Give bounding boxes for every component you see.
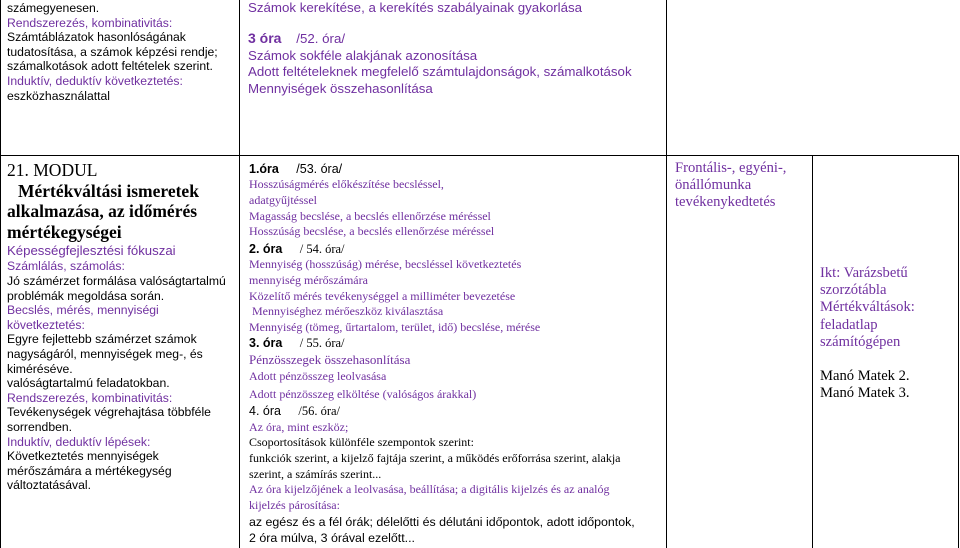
row-line [0, 155, 959, 156]
col-line-left [0, 0, 1, 548]
lesson-line: Közelítő mérés tevékenységgel a milliméter bevezetése [249, 288, 516, 303]
lesson-line: Mennyiséghez mérőeszköz kiválasztása [249, 304, 444, 319]
lesson-line: mennyiség mérőszámára [249, 272, 368, 287]
skill-line: következtetés: [7, 317, 85, 332]
lesson-hours-b: /53. óra/ [296, 162, 343, 176]
tool-line: feladatlap [820, 316, 878, 333]
lesson-line: funkciók szerint, a kijelző fajtája szerint, a működés erőforrása szerint, alakja [249, 451, 621, 466]
lesson-line: 2 óra múlva, 3 órával ezelőtt... [249, 530, 415, 545]
text-line: számalkotások adott feltételek szerint. [7, 59, 213, 74]
text-line: tudatosítása, a számok képzési rendje; [7, 44, 218, 59]
lesson-hours-b: / 54. óra/ [299, 242, 345, 257]
lesson-line: Hosszúságmérés előkészítése becsléssel, [249, 177, 444, 192]
skill-line: Tevékenységek végrehajtása többféle [7, 405, 211, 420]
text-line: eszközhasználattal [7, 88, 110, 103]
lesson-hours-a: 1.óra [249, 162, 279, 176]
methods-cell [675, 160, 810, 212]
lesson-hours-a: 4. óra [249, 404, 281, 419]
topic-line: Adott feltételeknek megfelelő számtulajdonságok, számalkotások [248, 64, 632, 79]
tool-line: számítógépen [820, 333, 901, 350]
lesson-line: Az óra, mint eszköz; [249, 419, 349, 434]
lesson-line: adatgyűjtéssel [249, 192, 317, 207]
col-line-4 [958, 155, 959, 548]
top-mid-cell [248, 0, 663, 97]
lesson-hours-b: /56. óra/ [298, 404, 341, 419]
book-line: Manó Matek 2. [820, 368, 910, 385]
skill-line: Jó számérzet formálása valóságtartalmú [7, 273, 226, 288]
tool-line: szorzótábla [820, 282, 887, 299]
lesson-line: Pénzösszegek összehasonlítása [249, 351, 411, 367]
method-line: önállómunka [675, 177, 752, 194]
lesson-hours-b: / 55. óra/ [299, 335, 345, 350]
lesson-hours-a: 3. óra [249, 335, 283, 350]
modul-title-line: mértékegységei [7, 221, 122, 242]
lesson-hours [249, 242, 664, 257]
skill-line: Rendszerezés, kombinativitás: [7, 390, 173, 405]
lesson-hours [249, 336, 664, 351]
lesson-line: Csoportosítások különféle szempontok szerint: [249, 435, 474, 450]
text-line: Rendszerezés, kombinativitás: [7, 15, 173, 30]
lesson-line: Adott pénzösszeg leolvasása [249, 369, 387, 384]
col-line-1 [239, 0, 240, 548]
skill-line: problémák megoldása során. [7, 288, 165, 303]
tool-line: Ikt: Varázsbetű [820, 265, 908, 281]
modul-title-line: alkalmazása, az időmérés [7, 201, 198, 222]
topic-line: Mennyiségek összehasonlítása [248, 80, 433, 96]
book-line: Manó Matek 3. [820, 385, 910, 402]
method-line: Frontális-, egyéni-, [675, 160, 787, 176]
lesson-line: Hosszúság becslése, a becslés ellenőrzése méréssel [249, 224, 495, 239]
tools-cell [820, 265, 956, 402]
topic-line: Számok sokféle alakjának azonosítása [248, 47, 478, 63]
hours-a: 3 óra [248, 30, 282, 46]
lesson-hours [249, 404, 664, 419]
skill-line: Becslés, mérés, mennyiségi [7, 303, 159, 318]
modul-number: 21. MODUL [7, 160, 98, 180]
skill-line: Egyre fejlettebb számérzet számok [7, 332, 197, 347]
lesson-line: Mennyiség (tömeg, űrtartalom, terület, idő) becslése, mérése [249, 320, 541, 335]
lesson-line: az egész és a fél órák; délelőtti és délutáni időpontok, adott időpontok, [249, 514, 635, 529]
top-left-cell [7, 1, 237, 103]
method-line: tevékenykedtetés [675, 194, 776, 211]
lesson-line: kijelzés párosítása: [249, 498, 340, 513]
skill-line: kiméréséve. [7, 361, 73, 376]
skill-line: Számlálás, számolás: [7, 259, 125, 274]
lessons-cell [249, 162, 664, 546]
col-line-3 [812, 155, 813, 548]
lesson-line: Az óra kijelzőjének a leolvasása, beállítása; a digitális kijelzés és az analóg [249, 482, 610, 497]
modul-cell [7, 160, 237, 493]
lesson-hours-a: 2. óra [249, 242, 283, 257]
skill-line: Induktív, deduktív lépések: [7, 434, 151, 449]
topic-line: Számok kerekítése, a kerekítés szabályainak gyakorlása [248, 0, 583, 15]
skill-line: sorrendben. [7, 419, 73, 434]
hours-b: /52. óra/ [296, 31, 346, 46]
lesson-line: Adott pénzösszeg elköltése (valóságos árakkal) [249, 386, 477, 401]
skill-line: valóságtartalmú feladatokban. [7, 376, 170, 391]
hours-line [248, 30, 663, 48]
text-line: Induktív, deduktív következtetés: [7, 73, 183, 88]
lesson-line: szerint, a számírás szerint... [249, 466, 382, 481]
col-line-2 [666, 0, 667, 548]
lesson-line: Mennyiség (hosszúság) mérése, becsléssel következtetés [249, 257, 522, 272]
lesson-hours [249, 162, 664, 177]
text-line: számegyenesen. [7, 1, 100, 15]
text-line: Számtáblázatok hasonlóságának [7, 30, 186, 45]
tool-line: Mértékváltások: [820, 299, 915, 316]
skill-line: Következtetés mennyiségek [7, 449, 159, 464]
modul-title-line: Mértékváltási ismeretek [18, 180, 199, 201]
skill-line: változtatásával. [7, 478, 92, 493]
lesson-line: Magasság becslése, a becslés ellenőrzése méréssel [249, 208, 491, 223]
focus-heading: Képességfejlesztési fókuszai [7, 243, 176, 259]
skill-line: mérőszámára a mértékegység [7, 463, 172, 478]
skill-line: nagyságáról, mennyiségek meg-, és [7, 346, 203, 361]
